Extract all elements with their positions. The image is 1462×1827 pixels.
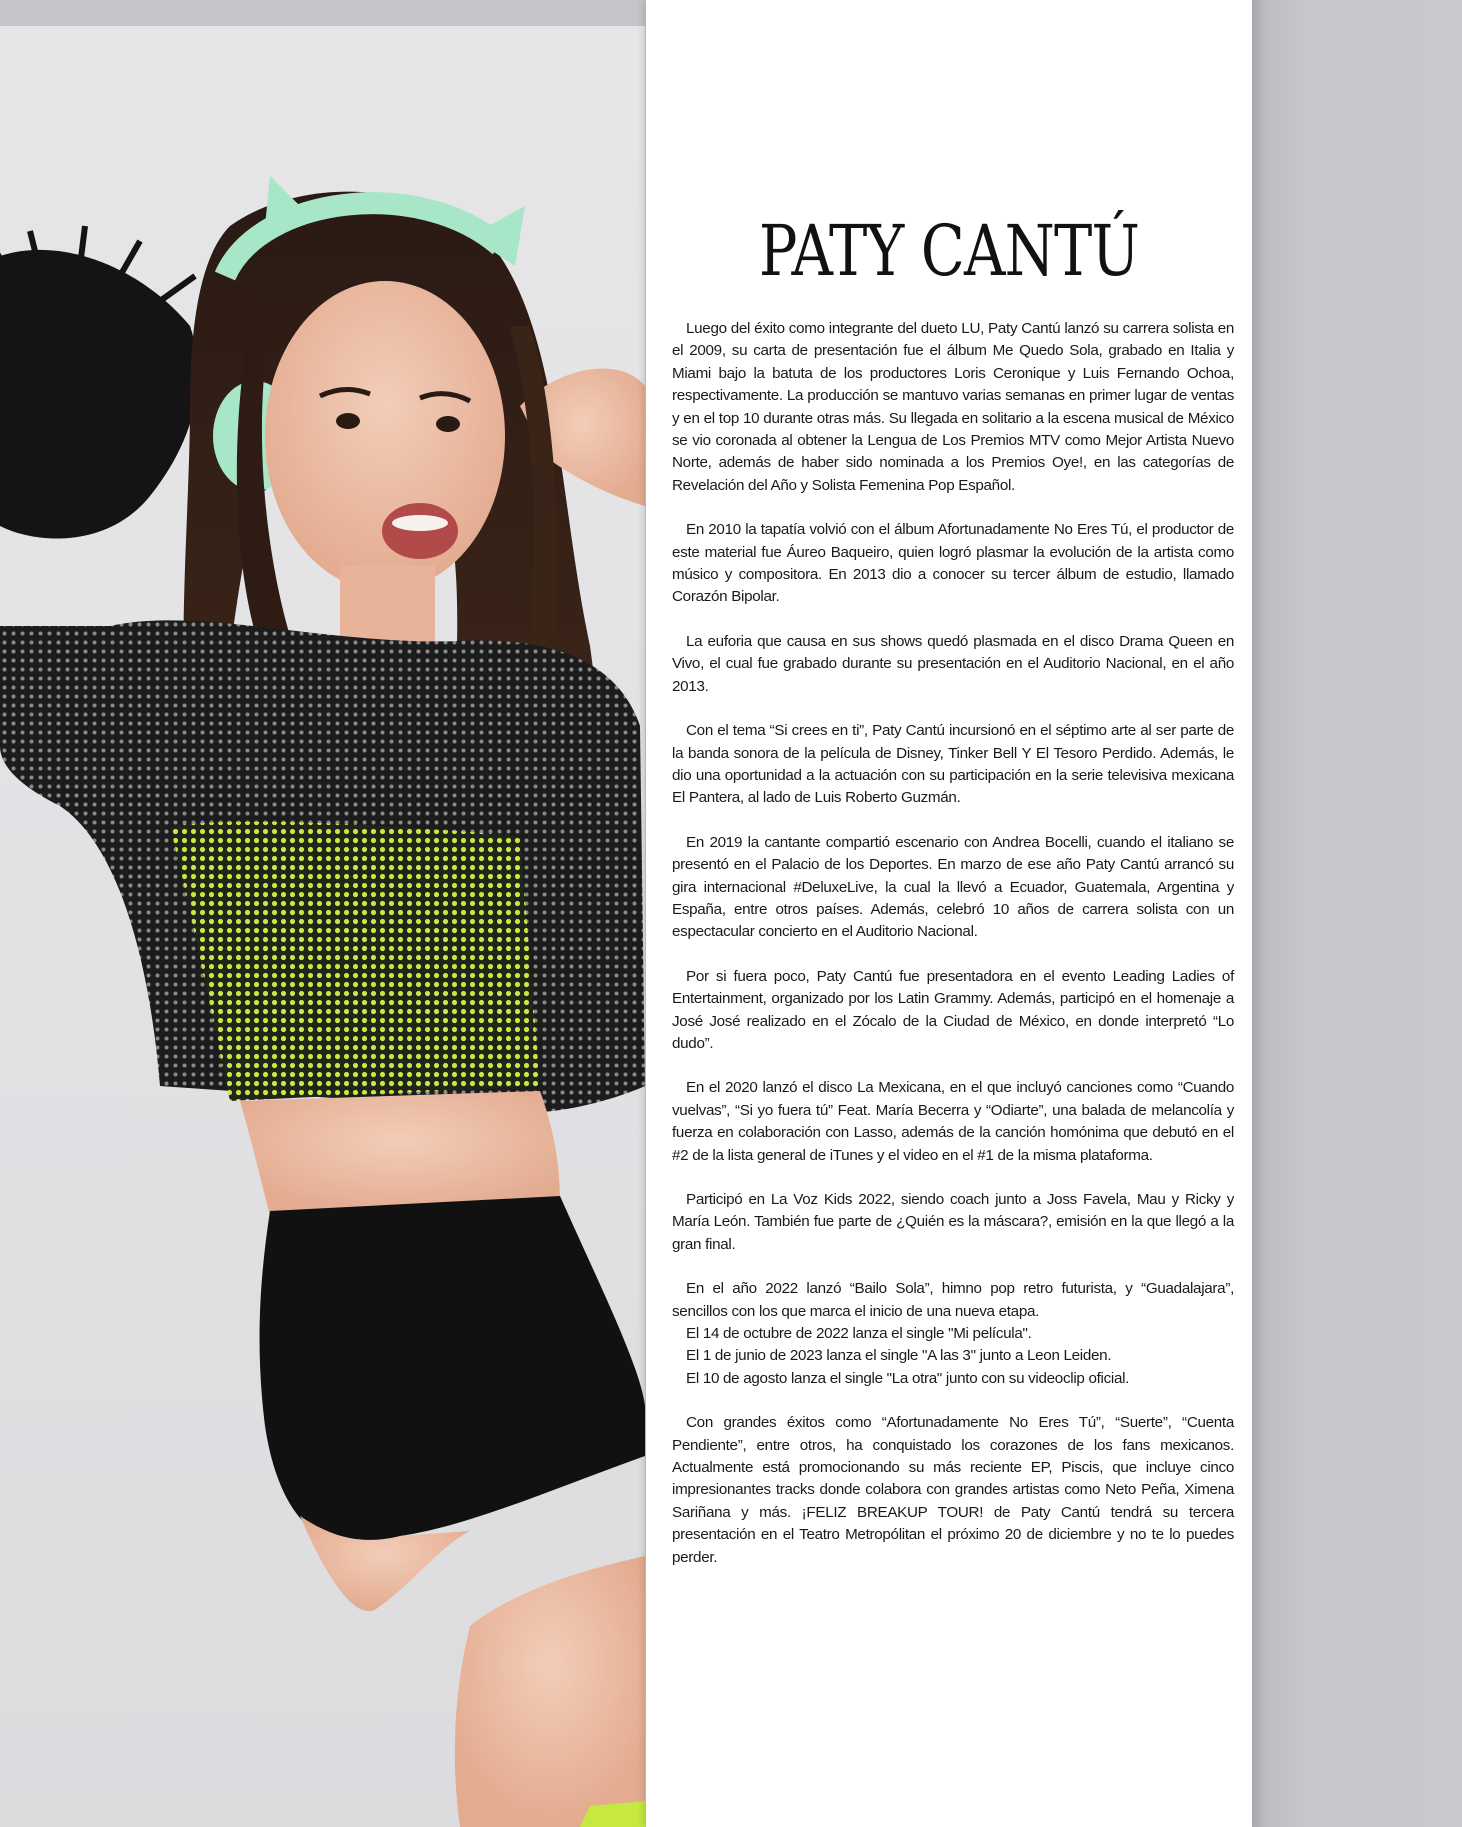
- article-body: [672, 318, 1234, 1591]
- article-paragraph: En 2019 la cantante compartió escenario con Andrea Bocelli, cuando el italiano se presentó en el Palacio de los Deportes. En marzo de ese año Paty Cantú arrancó su gira internacional #DeluxeLive, la cual la llevó a Ecuador, Guatemala, Argentina y España, entre otros países. Además, celebró 10 años de carrera solista con un espectacular concierto en el Auditorio Nacional.: [672, 833, 1234, 941]
- release-item: El 1 de junio de 2023 lanza el single "A las 3" junto a Leon Leiden.: [686, 1347, 1112, 1365]
- article-paragraph: En el año 2022 lanzó “Bailo Sola”, himno pop retro futurista, y “Guadalajara”, sencillos con los que marca el inicio de una nueva etapa.: [672, 1280, 1234, 1320]
- article-paragraph: Por si fuera poco, Paty Cantú fue presentadora en el evento Leading Ladies of Entertainment, organizado por los Latin Grammy. Además, participó en el homenaje a José José realizado en el Zócalo de la Ciudad de México, en donde interpretó “Lo dudo”.: [672, 967, 1234, 1052]
- portrait-photo: [0, 26, 645, 1827]
- shorts: [260, 1196, 645, 1546]
- waist: [240, 1091, 560, 1216]
- article-paragraph: Con el tema “Si crees en ti”, Paty Cantú incursionó en el séptimo arte al ser parte de la banda sonora de la película de Disney, Tinker Bell Y El Tesoro Perdido. Además, le dio una oportunidad a la actuación con su participación en la serie televisiva mexicana El Pantera, al lado de Luis Roberto Guzmán.: [672, 722, 1234, 807]
- portrait-illustration: [0, 26, 645, 1827]
- article-panel: [646, 0, 1252, 1827]
- feather-cuff-left: [0, 226, 198, 538]
- article-closing-paragraph: Con grandes éxitos como “Afortunadamente No Eres Tú”, “Suerte”, “Cuenta Pendiente”, entre otros, ha conquistado los corazones de los fans mexicanos. Actualmente está promocionando su más reciente EP, Piscis, que incluye cinco impresionantes tracks donde colabora con grandes artistas como Neto Peña, Ximena Sariñana y más. ¡FELIZ BREAKUP TOUR! de Paty Cantú tendrá su tercera presentación en el Teatro Metropólitan el próximo 20 de diciembre y no te lo puedes perder.: [672, 1414, 1234, 1566]
- green-top: [170, 822, 540, 1101]
- release-item: El 10 de agosto lanza el single "La otra" junto con su videoclip oficial.: [686, 1369, 1130, 1387]
- release-item: El 14 de octubre de 2022 lanza el single "Mi película".: [686, 1325, 1032, 1343]
- article-paragraph: En 2010 la tapatía volvió con el álbum Afortunadamente No Eres Tú, el productor de este material fue Áureo Baqueiro, quien logró plasmar la evolución de la artista como músico y compositora. En 2013 dio a conocer su tercer álbum de estudio, llamado Corazón Bipolar.: [672, 521, 1234, 606]
- face: [265, 281, 505, 591]
- leg-right: [455, 1556, 645, 1827]
- article-paragraph: Luego del éxito como integrante del dueto LU, Paty Cantú lanzó su carrera solista en el 2009, su carta de presentación fue el álbum Me Quedo Sola, grabado en Italia y Miami bajo la batuta de los productores Loris Ceronique y Luis Fernando Ochoa, respectivamente. La producción se mantuvo varias semanas en primer lugar de ventas y en el top 10 durante otras más. Su llegada en solitario a la escena musical de México se vio coronada al obtener la Lengua de Los Premios MTV como Mejor Artista Nuevo Norte, además de haber sido nominada a los Premios Oye!, en las categorías de Revelación del Año y Solista Femenina Pop Español.: [672, 320, 1234, 494]
- article-title: PATY CANTÚ: [758, 210, 1140, 292]
- article-paragraph: Participó en La Voz Kids 2022, siendo coach junto a Joss Favela, Mau y Ricky y María León. También fue parte de ¿Quién es la máscara?, emisión en la que llegó a la gran final.: [672, 1191, 1234, 1253]
- article-paragraph: La euforia que causa en sus shows quedó plasmada en el disco Drama Queen en Vivo, el cual fue grabado durante su presentación en el Auditorio Nacional, en el año 2013.: [672, 632, 1234, 695]
- article-paragraph: En el 2020 lanzó el disco La Mexicana, en el que incluyó canciones como “Cuando vuelvas”, “Si yo fuera tú” Feat. María Becerra y “Odiarte”, una balada de melancolía y fuerza en colaboración con Lasso, además de la canción homónima que debutó en el #2 de la lista general de iTunes y el video en el #1 de la misma plataforma.: [672, 1079, 1234, 1164]
- page-gutter: [1252, 0, 1462, 1827]
